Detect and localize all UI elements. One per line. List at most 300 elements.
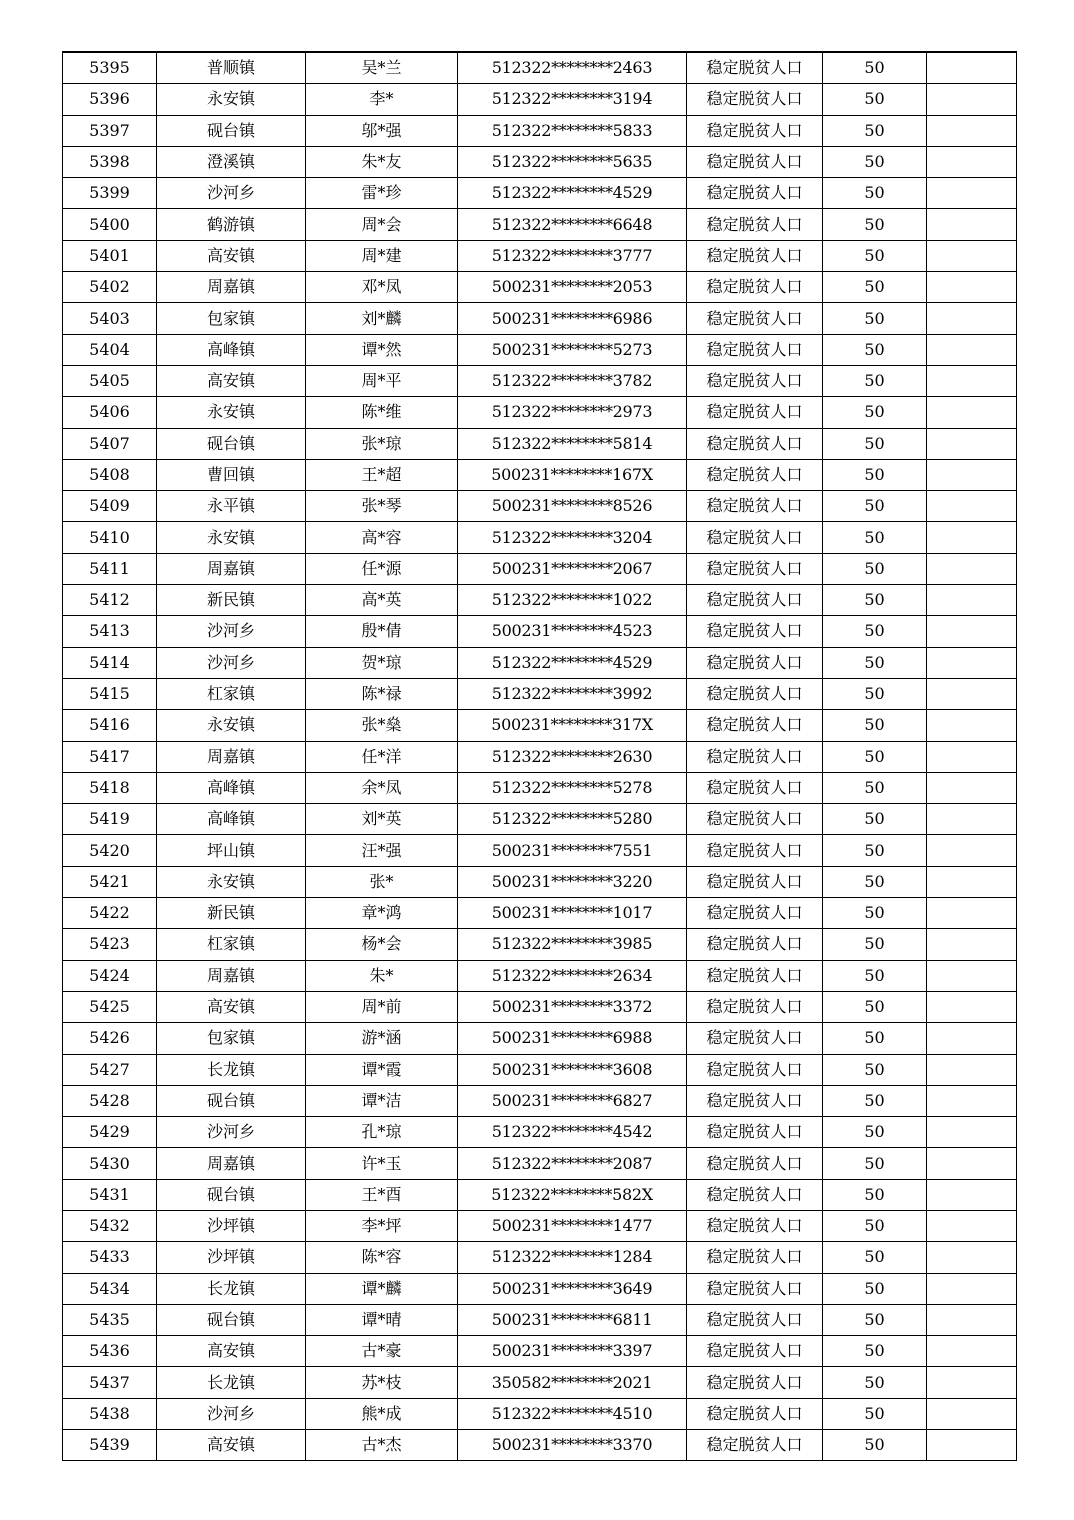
id-number-cell: 512322********3992 [458, 678, 687, 709]
person-name-cell: 王*酉 [306, 1179, 458, 1210]
town-cell: 沙河乡 [157, 1117, 306, 1148]
serial-number-cell: 5401 [63, 240, 157, 271]
category-cell: 稳定脱贫人口 [687, 178, 823, 209]
serial-number-cell: 5410 [63, 522, 157, 553]
id-number-cell: 512322********5833 [458, 115, 687, 146]
amount-cell: 50 [823, 1367, 927, 1398]
table-row [63, 1085, 1017, 1116]
remark-cell [927, 397, 1017, 428]
town-cell: 长龙镇 [157, 1054, 306, 1085]
remark-cell [927, 804, 1017, 835]
town-cell: 沙河乡 [157, 178, 306, 209]
town-cell: 砚台镇 [157, 1304, 306, 1335]
table-row [63, 1367, 1017, 1398]
id-number-cell: 512322********4510 [458, 1398, 687, 1429]
person-name-cell: 周*会 [306, 209, 458, 240]
category-cell: 稳定脱贫人口 [687, 960, 823, 991]
person-name-cell: 汪*强 [306, 835, 458, 866]
category-cell: 稳定脱贫人口 [687, 1242, 823, 1273]
id-number-cell: 500231********4523 [458, 616, 687, 647]
table-row [63, 1210, 1017, 1241]
town-cell: 杠家镇 [157, 678, 306, 709]
amount-cell: 50 [823, 272, 927, 303]
person-name-cell: 王*超 [306, 459, 458, 490]
remark-cell [927, 365, 1017, 396]
person-name-cell: 李*坪 [306, 1210, 458, 1241]
town-cell: 高峰镇 [157, 772, 306, 803]
town-cell: 高峰镇 [157, 804, 306, 835]
table-row [63, 52, 1017, 84]
amount-cell: 50 [823, 491, 927, 522]
person-name-cell: 张*燊 [306, 710, 458, 741]
town-cell: 砚台镇 [157, 428, 306, 459]
person-name-cell: 杨*会 [306, 929, 458, 960]
category-cell: 稳定脱贫人口 [687, 1273, 823, 1304]
person-name-cell: 陈*维 [306, 397, 458, 428]
town-cell: 高安镇 [157, 365, 306, 396]
table-row [63, 1054, 1017, 1085]
table-row [63, 1273, 1017, 1304]
id-number-cell: 500231********2053 [458, 272, 687, 303]
id-number-cell: 512322********3985 [458, 929, 687, 960]
category-cell: 稳定脱贫人口 [687, 616, 823, 647]
table-row [63, 428, 1017, 459]
id-number-cell: 512322********1022 [458, 585, 687, 616]
serial-number-cell: 5404 [63, 334, 157, 365]
person-name-cell: 章*鸿 [306, 898, 458, 929]
id-number-cell: 500231********6811 [458, 1304, 687, 1335]
id-number-cell: 512322********2973 [458, 397, 687, 428]
category-cell: 稳定脱贫人口 [687, 1023, 823, 1054]
id-number-cell: 500231********7551 [458, 835, 687, 866]
category-cell: 稳定脱贫人口 [687, 835, 823, 866]
town-cell: 沙河乡 [157, 647, 306, 678]
town-cell: 高安镇 [157, 991, 306, 1022]
category-cell: 稳定脱贫人口 [687, 1148, 823, 1179]
serial-number-cell: 5409 [63, 491, 157, 522]
amount-cell: 50 [823, 52, 927, 84]
table-row [63, 553, 1017, 584]
serial-number-cell: 5418 [63, 772, 157, 803]
id-number-cell: 500231********3397 [458, 1336, 687, 1367]
category-cell: 稳定脱贫人口 [687, 1398, 823, 1429]
table-row [63, 1179, 1017, 1210]
table-row [63, 647, 1017, 678]
serial-number-cell: 5408 [63, 459, 157, 490]
amount-cell: 50 [823, 804, 927, 835]
amount-cell: 50 [823, 616, 927, 647]
table-row [63, 866, 1017, 897]
town-cell: 长龙镇 [157, 1367, 306, 1398]
id-number-cell: 500231********6986 [458, 303, 687, 334]
serial-number-cell: 5428 [63, 1085, 157, 1116]
town-cell: 高安镇 [157, 1336, 306, 1367]
category-cell: 稳定脱贫人口 [687, 1210, 823, 1241]
category-cell: 稳定脱贫人口 [687, 491, 823, 522]
person-name-cell: 李* [306, 84, 458, 115]
serial-number-cell: 5421 [63, 866, 157, 897]
town-cell: 新民镇 [157, 585, 306, 616]
serial-number-cell: 5399 [63, 178, 157, 209]
remark-cell [927, 1179, 1017, 1210]
id-number-cell: 512322********2087 [458, 1148, 687, 1179]
amount-cell: 50 [823, 334, 927, 365]
table-row [63, 1023, 1017, 1054]
town-cell: 普顺镇 [157, 52, 306, 84]
table-row [63, 115, 1017, 146]
person-name-cell: 高*容 [306, 522, 458, 553]
amount-cell: 50 [823, 1054, 927, 1085]
person-name-cell: 苏*枝 [306, 1367, 458, 1398]
table-row [63, 1242, 1017, 1273]
amount-cell: 50 [823, 1304, 927, 1335]
town-cell: 包家镇 [157, 303, 306, 334]
category-cell: 稳定脱贫人口 [687, 272, 823, 303]
person-name-cell: 谭*霞 [306, 1054, 458, 1085]
amount-cell: 50 [823, 898, 927, 929]
town-cell: 砚台镇 [157, 1179, 306, 1210]
id-number-cell: 500231********8526 [458, 491, 687, 522]
serial-number-cell: 5430 [63, 1148, 157, 1179]
person-name-cell: 殷*倩 [306, 616, 458, 647]
amount-cell: 50 [823, 303, 927, 334]
id-number-cell: 500231********2067 [458, 553, 687, 584]
town-cell: 永安镇 [157, 397, 306, 428]
remark-cell [927, 929, 1017, 960]
remark-cell [927, 1304, 1017, 1335]
amount-cell: 50 [823, 397, 927, 428]
category-cell: 稳定脱贫人口 [687, 866, 823, 897]
remark-cell [927, 710, 1017, 741]
table-row [63, 1398, 1017, 1429]
amount-cell: 50 [823, 1085, 927, 1116]
person-name-cell: 高*英 [306, 585, 458, 616]
category-cell: 稳定脱贫人口 [687, 115, 823, 146]
remark-cell [927, 678, 1017, 709]
id-number-cell: 512322********3194 [458, 84, 687, 115]
person-name-cell: 古*杰 [306, 1430, 458, 1461]
serial-number-cell: 5395 [63, 52, 157, 84]
remark-cell [927, 553, 1017, 584]
id-number-cell: 500231********1477 [458, 1210, 687, 1241]
serial-number-cell: 5411 [63, 553, 157, 584]
table-row [63, 1117, 1017, 1148]
serial-number-cell: 5438 [63, 1398, 157, 1429]
remark-cell [927, 522, 1017, 553]
person-name-cell: 任*源 [306, 553, 458, 584]
category-cell: 稳定脱贫人口 [687, 1336, 823, 1367]
remark-cell [927, 428, 1017, 459]
table-row [63, 1430, 1017, 1461]
category-cell: 稳定脱贫人口 [687, 397, 823, 428]
amount-cell: 50 [823, 1023, 927, 1054]
table-row [63, 84, 1017, 115]
person-name-cell: 谭*晴 [306, 1304, 458, 1335]
category-cell: 稳定脱贫人口 [687, 84, 823, 115]
table-row [63, 209, 1017, 240]
amount-cell: 50 [823, 585, 927, 616]
amount-cell: 50 [823, 960, 927, 991]
remark-cell [927, 209, 1017, 240]
category-cell: 稳定脱贫人口 [687, 303, 823, 334]
person-name-cell: 张*琴 [306, 491, 458, 522]
person-name-cell: 贺*琼 [306, 647, 458, 678]
remark-cell [927, 1336, 1017, 1367]
category-cell: 稳定脱贫人口 [687, 1054, 823, 1085]
serial-number-cell: 5422 [63, 898, 157, 929]
person-name-cell: 张* [306, 866, 458, 897]
id-number-cell: 512322********4529 [458, 178, 687, 209]
table-row [63, 1304, 1017, 1335]
person-name-cell: 邬*强 [306, 115, 458, 146]
remark-cell [927, 1117, 1017, 1148]
person-name-cell: 刘*麟 [306, 303, 458, 334]
serial-number-cell: 5397 [63, 115, 157, 146]
id-number-cell: 512322********5280 [458, 804, 687, 835]
person-name-cell: 谭*洁 [306, 1085, 458, 1116]
person-name-cell: 周*前 [306, 991, 458, 1022]
table-row [63, 365, 1017, 396]
serial-number-cell: 5427 [63, 1054, 157, 1085]
remark-cell [927, 585, 1017, 616]
category-cell: 稳定脱贫人口 [687, 804, 823, 835]
table-body [63, 52, 1017, 1461]
table-row [63, 991, 1017, 1022]
amount-cell: 50 [823, 1242, 927, 1273]
category-cell: 稳定脱贫人口 [687, 334, 823, 365]
serial-number-cell: 5396 [63, 84, 157, 115]
serial-number-cell: 5412 [63, 585, 157, 616]
id-number-cell: 500231********6827 [458, 1085, 687, 1116]
table-row [63, 397, 1017, 428]
category-cell: 稳定脱贫人口 [687, 428, 823, 459]
amount-cell: 50 [823, 522, 927, 553]
category-cell: 稳定脱贫人口 [687, 209, 823, 240]
category-cell: 稳定脱贫人口 [687, 991, 823, 1022]
id-number-cell: 512322********2630 [458, 741, 687, 772]
remark-cell [927, 1148, 1017, 1179]
category-cell: 稳定脱贫人口 [687, 1085, 823, 1116]
category-cell: 稳定脱贫人口 [687, 365, 823, 396]
amount-cell: 50 [823, 1336, 927, 1367]
category-cell: 稳定脱贫人口 [687, 1367, 823, 1398]
amount-cell: 50 [823, 84, 927, 115]
remark-cell [927, 146, 1017, 177]
id-number-cell: 500231********3370 [458, 1430, 687, 1461]
person-name-cell: 任*洋 [306, 741, 458, 772]
town-cell: 沙坪镇 [157, 1210, 306, 1241]
serial-number-cell: 5413 [63, 616, 157, 647]
amount-cell: 50 [823, 1179, 927, 1210]
serial-number-cell: 5406 [63, 397, 157, 428]
town-cell: 鹤游镇 [157, 209, 306, 240]
remark-cell [927, 240, 1017, 271]
id-number-cell: 500231********3220 [458, 866, 687, 897]
table-row [63, 678, 1017, 709]
amount-cell: 50 [823, 678, 927, 709]
id-number-cell: 500231********1017 [458, 898, 687, 929]
serial-number-cell: 5423 [63, 929, 157, 960]
table-row [63, 804, 1017, 835]
category-cell: 稳定脱贫人口 [687, 1179, 823, 1210]
person-name-cell: 雷*珍 [306, 178, 458, 209]
town-cell: 砚台镇 [157, 115, 306, 146]
person-name-cell: 许*玉 [306, 1148, 458, 1179]
serial-number-cell: 5426 [63, 1023, 157, 1054]
table-row [63, 960, 1017, 991]
amount-cell: 50 [823, 365, 927, 396]
table-row [63, 459, 1017, 490]
serial-number-cell: 5431 [63, 1179, 157, 1210]
category-cell: 稳定脱贫人口 [687, 459, 823, 490]
table-row [63, 772, 1017, 803]
id-number-cell: 512322********4542 [458, 1117, 687, 1148]
remark-cell [927, 616, 1017, 647]
remark-cell [927, 898, 1017, 929]
person-name-cell: 谭*麟 [306, 1273, 458, 1304]
category-cell: 稳定脱贫人口 [687, 52, 823, 84]
town-cell: 曹回镇 [157, 459, 306, 490]
amount-cell: 50 [823, 710, 927, 741]
amount-cell: 50 [823, 1148, 927, 1179]
amount-cell: 50 [823, 459, 927, 490]
amount-cell: 50 [823, 929, 927, 960]
amount-cell: 50 [823, 1430, 927, 1461]
remark-cell [927, 1430, 1017, 1461]
remark-cell [927, 1242, 1017, 1273]
serial-number-cell: 5434 [63, 1273, 157, 1304]
table-row [63, 585, 1017, 616]
id-number-cell: 512322********5278 [458, 772, 687, 803]
table-row [63, 710, 1017, 741]
remark-cell [927, 1054, 1017, 1085]
remark-cell [927, 272, 1017, 303]
amount-cell: 50 [823, 1273, 927, 1304]
serial-number-cell: 5433 [63, 1242, 157, 1273]
amount-cell: 50 [823, 647, 927, 678]
id-number-cell: 512322********5635 [458, 146, 687, 177]
table-row [63, 272, 1017, 303]
person-name-cell: 熊*成 [306, 1398, 458, 1429]
amount-cell: 50 [823, 209, 927, 240]
id-number-cell: 512322********3204 [458, 522, 687, 553]
remark-cell [927, 835, 1017, 866]
remark-cell [927, 115, 1017, 146]
table-row [63, 240, 1017, 271]
id-number-cell: 350582********2021 [458, 1367, 687, 1398]
serial-number-cell: 5429 [63, 1117, 157, 1148]
category-cell: 稳定脱贫人口 [687, 1117, 823, 1148]
id-number-cell: 500231********317X [458, 710, 687, 741]
remark-cell [927, 459, 1017, 490]
category-cell: 稳定脱贫人口 [687, 522, 823, 553]
town-cell: 新民镇 [157, 898, 306, 929]
serial-number-cell: 5407 [63, 428, 157, 459]
category-cell: 稳定脱贫人口 [687, 1430, 823, 1461]
amount-cell: 50 [823, 991, 927, 1022]
person-name-cell: 刘*英 [306, 804, 458, 835]
serial-number-cell: 5400 [63, 209, 157, 240]
serial-number-cell: 5416 [63, 710, 157, 741]
town-cell: 长龙镇 [157, 1273, 306, 1304]
category-cell: 稳定脱贫人口 [687, 710, 823, 741]
table-row [63, 334, 1017, 365]
person-name-cell: 周*平 [306, 365, 458, 396]
remark-cell [927, 334, 1017, 365]
category-cell: 稳定脱贫人口 [687, 678, 823, 709]
id-number-cell: 500231********167X [458, 459, 687, 490]
remark-cell [927, 741, 1017, 772]
town-cell: 高安镇 [157, 1430, 306, 1461]
remark-cell [927, 1210, 1017, 1241]
category-cell: 稳定脱贫人口 [687, 553, 823, 584]
amount-cell: 50 [823, 178, 927, 209]
remark-cell [927, 991, 1017, 1022]
table-row [63, 616, 1017, 647]
id-number-cell: 512322********2463 [458, 52, 687, 84]
id-number-cell: 512322********4529 [458, 647, 687, 678]
remark-cell [927, 84, 1017, 115]
category-cell: 稳定脱贫人口 [687, 647, 823, 678]
serial-number-cell: 5405 [63, 365, 157, 396]
town-cell: 沙河乡 [157, 616, 306, 647]
person-name-cell: 周*建 [306, 240, 458, 271]
table-row [63, 303, 1017, 334]
amount-cell: 50 [823, 1210, 927, 1241]
amount-cell: 50 [823, 741, 927, 772]
person-name-cell: 朱*友 [306, 146, 458, 177]
person-name-cell: 张*琼 [306, 428, 458, 459]
amount-cell: 50 [823, 553, 927, 584]
serial-number-cell: 5432 [63, 1210, 157, 1241]
id-number-cell: 500231********3372 [458, 991, 687, 1022]
table-row [63, 835, 1017, 866]
serial-number-cell: 5417 [63, 741, 157, 772]
amount-cell: 50 [823, 1398, 927, 1429]
table-row [63, 1148, 1017, 1179]
amount-cell: 50 [823, 240, 927, 271]
town-cell: 沙河乡 [157, 1398, 306, 1429]
table-row [63, 178, 1017, 209]
remark-cell [927, 1367, 1017, 1398]
town-cell: 永安镇 [157, 866, 306, 897]
category-cell: 稳定脱贫人口 [687, 146, 823, 177]
id-number-cell: 500231********3649 [458, 1273, 687, 1304]
remark-cell [927, 1085, 1017, 1116]
town-cell: 周嘉镇 [157, 741, 306, 772]
remark-cell [927, 772, 1017, 803]
category-cell: 稳定脱贫人口 [687, 898, 823, 929]
serial-number-cell: 5420 [63, 835, 157, 866]
person-name-cell: 孔*琼 [306, 1117, 458, 1148]
remark-cell [927, 1398, 1017, 1429]
category-cell: 稳定脱贫人口 [687, 772, 823, 803]
amount-cell: 50 [823, 835, 927, 866]
remark-cell [927, 491, 1017, 522]
person-name-cell: 吴*兰 [306, 52, 458, 84]
amount-cell: 50 [823, 772, 927, 803]
town-cell: 周嘉镇 [157, 553, 306, 584]
amount-cell: 50 [823, 146, 927, 177]
person-name-cell: 朱* [306, 960, 458, 991]
serial-number-cell: 5398 [63, 146, 157, 177]
town-cell: 周嘉镇 [157, 272, 306, 303]
town-cell: 周嘉镇 [157, 960, 306, 991]
amount-cell: 50 [823, 428, 927, 459]
remark-cell [927, 866, 1017, 897]
town-cell: 砚台镇 [157, 1085, 306, 1116]
person-name-cell: 游*涵 [306, 1023, 458, 1054]
